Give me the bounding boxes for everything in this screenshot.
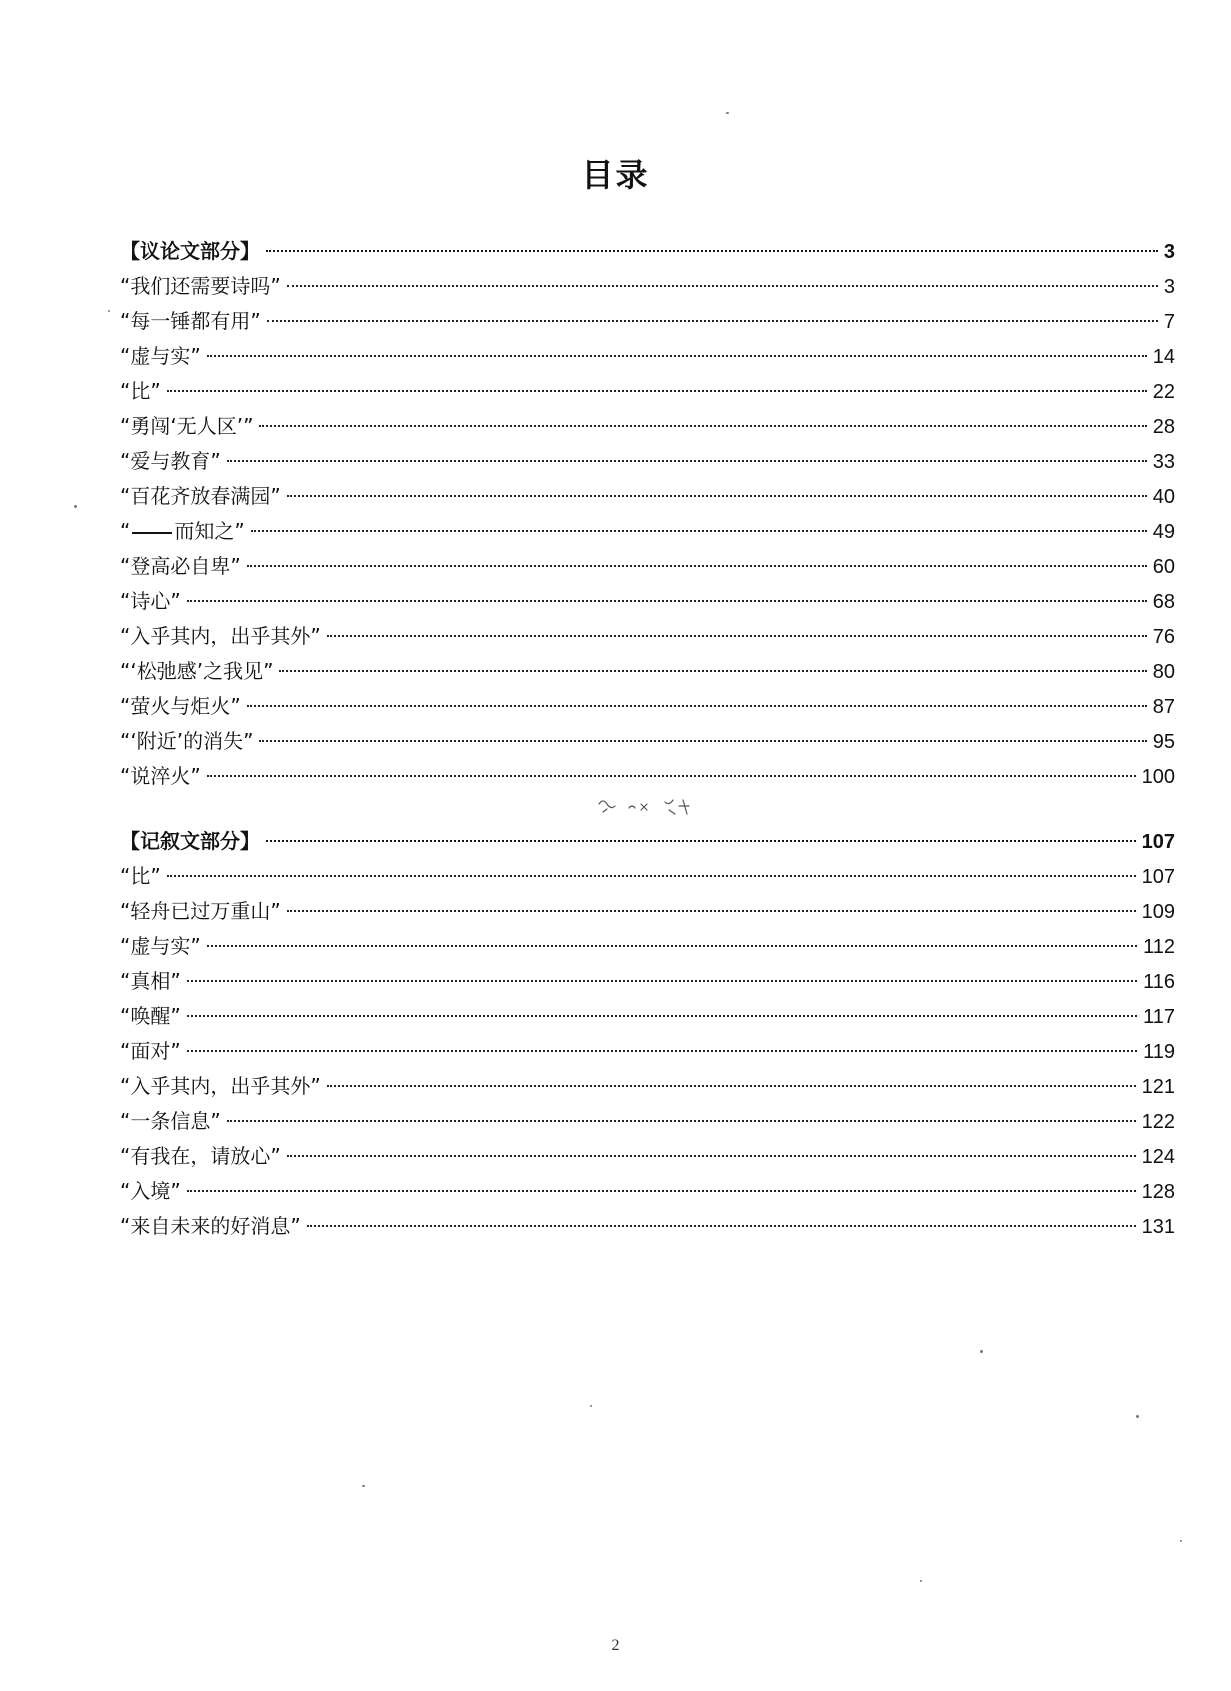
- toc-entry[interactable]: [120, 1174, 1175, 1209]
- toc-entry[interactable]: [120, 479, 1175, 514]
- toc-entry-label: “百花齐放春满园”: [120, 484, 281, 508]
- toc-entry-label: “勇闯‘无人区’”: [120, 414, 254, 438]
- toc-entry-label: “一条信息”: [120, 1109, 221, 1133]
- toc-entry-label: “萤火与炬火”: [120, 694, 241, 718]
- toc-entry-page: 95: [1152, 731, 1175, 753]
- scan-speck: [980, 1350, 983, 1353]
- toc-entry[interactable]: [120, 1034, 1175, 1069]
- toc-entry[interactable]: [120, 374, 1175, 409]
- toc-entry-label: [120, 514, 245, 549]
- toc-section-argumentative: [120, 234, 1175, 794]
- toc-entry[interactable]: [120, 269, 1175, 304]
- dot-leader: [267, 320, 1158, 322]
- toc-entry[interactable]: [120, 859, 1175, 894]
- toc-entry-page: 121: [1141, 1076, 1175, 1098]
- toc-entry-page: 14: [1152, 346, 1175, 368]
- toc-entry[interactable]: [120, 304, 1175, 339]
- dot-leader: [227, 460, 1147, 462]
- toc-entry[interactable]: [120, 724, 1175, 759]
- toc-entry-label: “入境”: [120, 1179, 181, 1203]
- toc-section-heading[interactable]: [120, 824, 1175, 859]
- scan-speck: [726, 112, 729, 114]
- toc-section-heading[interactable]: [120, 234, 1175, 269]
- toc-entry[interactable]: [120, 514, 1175, 549]
- scan-speck: [74, 505, 77, 508]
- dot-leader: [207, 945, 1137, 947]
- toc-entry[interactable]: [120, 964, 1175, 999]
- toc-entry[interactable]: [120, 1069, 1175, 1104]
- toc-entry-page: 122: [1141, 1111, 1175, 1133]
- dot-leader: [187, 1190, 1136, 1192]
- dot-leader: [287, 910, 1136, 912]
- toc-entry-page: 117: [1143, 1006, 1175, 1028]
- dot-leader: [266, 840, 1136, 842]
- dot-leader: [167, 875, 1136, 877]
- label-rest: 而知之”: [174, 519, 245, 543]
- toc-entry-page: 119: [1143, 1041, 1175, 1063]
- toc-entry-label: “我们还需要诗吗”: [120, 274, 281, 298]
- toc-entry[interactable]: [120, 619, 1175, 654]
- toc-entry[interactable]: [120, 759, 1175, 794]
- toc-heading-page: 107: [1141, 831, 1175, 853]
- scan-speck: [108, 310, 110, 312]
- dot-leader: [327, 1085, 1136, 1087]
- scan-speck: [362, 1485, 365, 1487]
- toc-entry-label: “有我在，请放心”: [120, 1144, 281, 1168]
- toc-entry-label: “真相”: [120, 969, 181, 993]
- toc-entry-label: “诗心”: [120, 589, 181, 613]
- toc-entry[interactable]: [120, 409, 1175, 444]
- toc-entry-page: 49: [1152, 521, 1175, 543]
- toc-entry-page: 60: [1152, 556, 1175, 578]
- toc-entry-label: “比”: [120, 379, 161, 403]
- dot-leader: [287, 1155, 1136, 1157]
- scan-speck: [920, 1580, 922, 1582]
- toc-entry-label: “登高必自卑”: [120, 554, 241, 578]
- toc-heading-page: 3: [1163, 241, 1175, 263]
- scan-speck: [590, 1405, 592, 1407]
- toc-entry[interactable]: [120, 689, 1175, 724]
- dot-leader: [247, 705, 1147, 707]
- toc-entry-label: “爱与教育”: [120, 449, 221, 473]
- toc-entry-label: “虚与实”: [120, 934, 201, 958]
- dot-leader: [187, 600, 1147, 602]
- toc-entry-page: 7: [1163, 311, 1175, 333]
- toc-entry-page: 68: [1152, 591, 1175, 613]
- toc-entry[interactable]: [120, 1139, 1175, 1174]
- toc-entry[interactable]: [120, 1104, 1175, 1139]
- toc-entry-label: “面对”: [120, 1039, 181, 1063]
- toc-heading-label: 【议论文部分】: [120, 239, 260, 263]
- fill-in-blank: [132, 532, 172, 534]
- dot-leader: [207, 355, 1147, 357]
- dot-leader: [187, 1015, 1137, 1017]
- toc-entry-page: 109: [1141, 901, 1175, 923]
- label-open-quote: “: [120, 519, 131, 543]
- toc-entry[interactable]: [120, 1209, 1175, 1244]
- toc-entry[interactable]: [120, 929, 1175, 964]
- dot-leader: [187, 980, 1137, 982]
- toc-entry-label: “来自未来的好消息”: [120, 1214, 301, 1238]
- toc-entry-label: “‘附近’的消失”: [120, 729, 254, 753]
- toc-section-narrative: [120, 824, 1175, 1244]
- toc-entry[interactable]: [120, 654, 1175, 689]
- toc-entry-label: “唤醒”: [120, 1004, 181, 1028]
- toc-entry-label: “‘松弛感’之我见”: [120, 659, 274, 683]
- toc-entry-page: 22: [1152, 381, 1175, 403]
- toc-heading-label: 【记叙文部分】: [120, 829, 260, 853]
- dot-leader: [227, 1120, 1136, 1122]
- page-title: 目录: [581, 156, 650, 194]
- dot-leader: [287, 495, 1147, 497]
- toc-entry[interactable]: [120, 894, 1175, 929]
- scan-smudge-mark: [595, 792, 705, 822]
- toc-entry[interactable]: [120, 549, 1175, 584]
- toc-entry-page: 80: [1152, 661, 1175, 683]
- toc-entry-page: 100: [1141, 766, 1175, 788]
- toc-entry-label: “虚与实”: [120, 344, 201, 368]
- dot-leader: [207, 775, 1136, 777]
- dot-leader: [187, 1050, 1137, 1052]
- toc-entry-page: 76: [1152, 626, 1175, 648]
- dot-leader: [266, 250, 1158, 252]
- dot-leader: [287, 285, 1158, 287]
- dot-leader: [251, 530, 1147, 532]
- dot-leader: [259, 425, 1146, 427]
- dot-leader: [307, 1225, 1136, 1227]
- dot-leader: [327, 635, 1147, 637]
- toc-entry-page: 107: [1141, 866, 1175, 888]
- toc-entry-label: “轻舟已过万重山”: [120, 899, 281, 923]
- dot-leader: [167, 390, 1147, 392]
- toc-entry[interactable]: [120, 444, 1175, 479]
- toc-entry-label: “入乎其内，出乎其外”: [120, 1074, 321, 1098]
- toc-entry-page: 128: [1141, 1181, 1175, 1203]
- toc-entry-page: 28: [1152, 416, 1175, 438]
- toc-entry-label: “入乎其内，出乎其外”: [120, 624, 321, 648]
- toc-entry-page: 124: [1141, 1146, 1175, 1168]
- toc-entry-page: 87: [1152, 696, 1175, 718]
- toc-entry-label: “比”: [120, 864, 161, 888]
- toc-entry-page: 116: [1143, 971, 1175, 993]
- toc-entry[interactable]: [120, 999, 1175, 1034]
- scan-speck: [1136, 1415, 1139, 1418]
- toc-entry-page: 40: [1152, 486, 1175, 508]
- toc-entry-page: 33: [1152, 451, 1175, 473]
- toc-entry-label: “说淬火”: [120, 764, 201, 788]
- dot-leader: [247, 565, 1147, 567]
- dot-leader: [259, 740, 1146, 742]
- toc-entry[interactable]: [120, 339, 1175, 374]
- dot-leader: [279, 670, 1146, 672]
- toc-entry-page: 112: [1143, 936, 1175, 958]
- toc-entry-label: “每一锤都有用”: [120, 309, 261, 333]
- scan-speck: [1180, 1540, 1182, 1542]
- toc-entry-page: 3: [1163, 276, 1175, 298]
- toc-entry-page: 131: [1141, 1216, 1175, 1238]
- page-number: 2: [611, 1637, 620, 1654]
- toc-entry[interactable]: [120, 584, 1175, 619]
